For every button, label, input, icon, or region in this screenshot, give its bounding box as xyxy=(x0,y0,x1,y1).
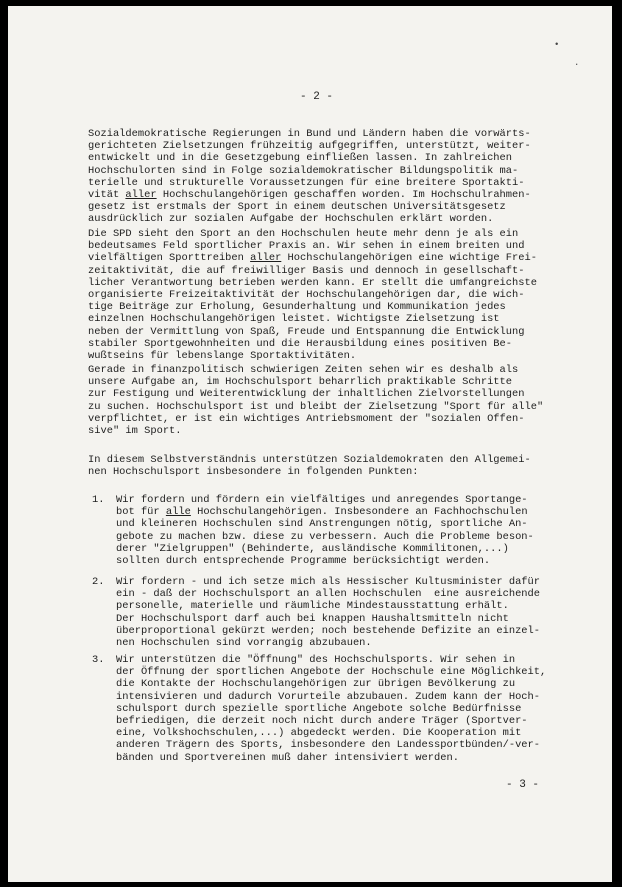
text-line: derer "Zielgruppen" (Behinderte, ausländische Kommilitonen,...) xyxy=(116,542,509,555)
text-line: terielle und strukturelle Voraussetzungen für eine breitere Sportakti- xyxy=(88,176,525,189)
list-item-body xyxy=(116,654,600,764)
text-line: schulsport durch spezielle sportliche Angebote solche Bedürfnisse xyxy=(116,702,522,715)
text-line: gerichteten Zielsetzungen frühzeitig aufgegriffen, unterstützt, weiter- xyxy=(88,140,531,153)
emphasis: aller xyxy=(250,252,282,265)
corner-mark: · xyxy=(574,60,580,70)
text-line: tige Beiträge zur Erholung, Gesunderhaltung und Kommunikation jedes xyxy=(88,301,506,314)
emphasis: aller xyxy=(125,189,157,202)
text-line: Sozialdemokratische Regierungen in Bund und Ländern haben die vorwärts- xyxy=(88,128,531,140)
text-line: der Öffnung der sportlichen Angebote der Hochschule eine Möglichkeit, xyxy=(116,666,547,679)
text-line: ausdrücklich zur sozialen Aufgabe der Hochschulen erklärt worden. xyxy=(88,213,494,226)
paragraph-3 xyxy=(88,364,596,437)
text-line: Wir fordern und fördern ein vielfältiges und anregendes Sportange- xyxy=(116,494,528,506)
text-line: nen Hochschulsport insbesondere in folgenden Punkten: xyxy=(88,466,419,479)
text-line: In diesem Selbstverständnis unterstützen Sozialdemokraten den Allgemei- xyxy=(88,454,531,466)
text-line: entwickelt und in die Gesetzgebung einfließen lassen. In zahlreichen xyxy=(88,152,513,165)
text-line: bänden und Sportvereinen muß daher intensiviert werden. xyxy=(116,751,459,764)
text-line: die Kontakte der Hochschulangehörigen zur übrigen Bevölkerung zu xyxy=(116,678,516,691)
text-line: zur Festigung und Weiterentwicklung der inhaltlichen Zielvorstellungen xyxy=(88,388,525,401)
text-line: überproportional gekürzt werden; noch bestehende Defizite an einzel- xyxy=(116,624,541,637)
text-line: und kleineren Hochschulen sind Anstrengungen nötig, sportliche An- xyxy=(116,518,528,531)
text-line: Wir fordern - und ich setze mich als Hessischer Kultusminister dafür xyxy=(116,576,541,588)
list-item-body xyxy=(116,494,600,567)
text-line: vielfältigen Sporttreiben aller Hochschulangehörigen eine wichtige Frei- xyxy=(88,252,537,265)
text-line: organisierte Freizeitaktivität der Hochschulangehörigen dar, die wich- xyxy=(88,289,525,302)
emphasis: alle xyxy=(165,506,191,519)
list-number: 3. xyxy=(92,654,105,666)
text-line: einzelnen Hochschulangehörigen leistet. Wichtigste Zielsetzung ist xyxy=(88,313,500,326)
text-line: Hochschulorten sind in Folge sozialdemokratischer Bildungspolitik ma- xyxy=(88,164,519,177)
text-line: personelle, materielle und räumliche Mindestausstattung erhält. xyxy=(116,600,509,613)
text-line: verpflichtet, er ist ein wichtiges Antriebsmoment der "sozialen Offen- xyxy=(88,412,525,425)
text-line: ein - daß der Hochschulsport an allen Hochschulen eine ausreichende xyxy=(116,588,541,601)
text-line: zeitaktivität, die auf freiwilliger Basis und dennoch in gesellschaft- xyxy=(88,264,525,277)
paragraph-4 xyxy=(88,454,596,478)
text-line: sive" im Sport. xyxy=(88,425,182,438)
list-number: 2. xyxy=(92,576,105,588)
text-line: eine, Volkshochschulen,...) abgedeckt werden. Die Kooperation mit xyxy=(116,727,522,740)
text-line: zu suchen. Hochschulsport ist und bleibt der Zielsetzung "Sport für alle" xyxy=(88,400,544,413)
text-line: Wir unterstützen die "Öffnung" des Hochschulsports. Wir sehen in xyxy=(116,654,516,666)
list-item-body xyxy=(116,576,600,649)
text-line: Gerade in finanzpolitisch schwierigen Zeiten sehen wir es deshalb als xyxy=(88,364,519,376)
text-line: befriedigen, die derzeit noch nicht durch andere Träger (Sportver- xyxy=(116,715,528,728)
text-line: neben der Vermittlung von Spaß, Freude und Entspannung die Entwicklung xyxy=(88,325,525,338)
text-line: stabiler Sportgewohnheiten und die Herausbildung eines positiven Be- xyxy=(88,337,513,350)
paragraph-1 xyxy=(88,128,596,226)
text-line: nen Hochschulen sind vorrangig abzubauen. xyxy=(116,637,372,650)
text-line: gebote zu machen bzw. diese zu verbessern. Auch die Probleme beson- xyxy=(116,530,534,543)
text-line: Die SPD sieht den Sport an den Hochschulen heute mehr denn je als ein xyxy=(88,228,519,240)
text-line: licher Verantwortung betrieben werden kann. Er stellt die umfangreichste xyxy=(88,276,537,289)
text-line: Der Hochschulsport darf auch bei knappen Haushaltsmitteln nicht xyxy=(116,612,509,625)
text-line: unsere Aufgabe an, im Hochschulsport beharrlich praktikable Schritte xyxy=(88,376,513,389)
text-line: intensivieren und dadurch Vorurteile abzubauen. Zudem kann der Hoch- xyxy=(116,690,541,703)
next-page-number: - 3 - xyxy=(506,779,540,791)
document-page xyxy=(8,6,612,882)
text-line: vität aller Hochschulangehörigen geschaffen worden. Im Hochschulrahmen- xyxy=(88,189,531,202)
text-line: anderen Trägern des Sports, insbesondere den Landessportbünden/-ver- xyxy=(116,739,541,752)
corner-mark: • xyxy=(554,40,560,50)
paragraph-2 xyxy=(88,228,596,362)
text-line: wußtseins für lebenslange Sportaktivitäten. xyxy=(88,350,357,363)
text-line: sollten durch entsprechende Programme berücksichtigt werden. xyxy=(116,555,491,568)
list-number: 1. xyxy=(92,494,105,506)
text-line: gesetz ist erstmals der Sport in einem deutschen Universitätsgesetz xyxy=(88,201,506,214)
text-line: bot für alle Hochschulangehörigen. Insbesondere an Fachhochschulen xyxy=(116,506,528,519)
page-number: - 2 - xyxy=(300,91,334,103)
text-line: bedeutsames Feld sportlicher Praxis an. Wir sehen in einem breiten und xyxy=(88,240,525,253)
